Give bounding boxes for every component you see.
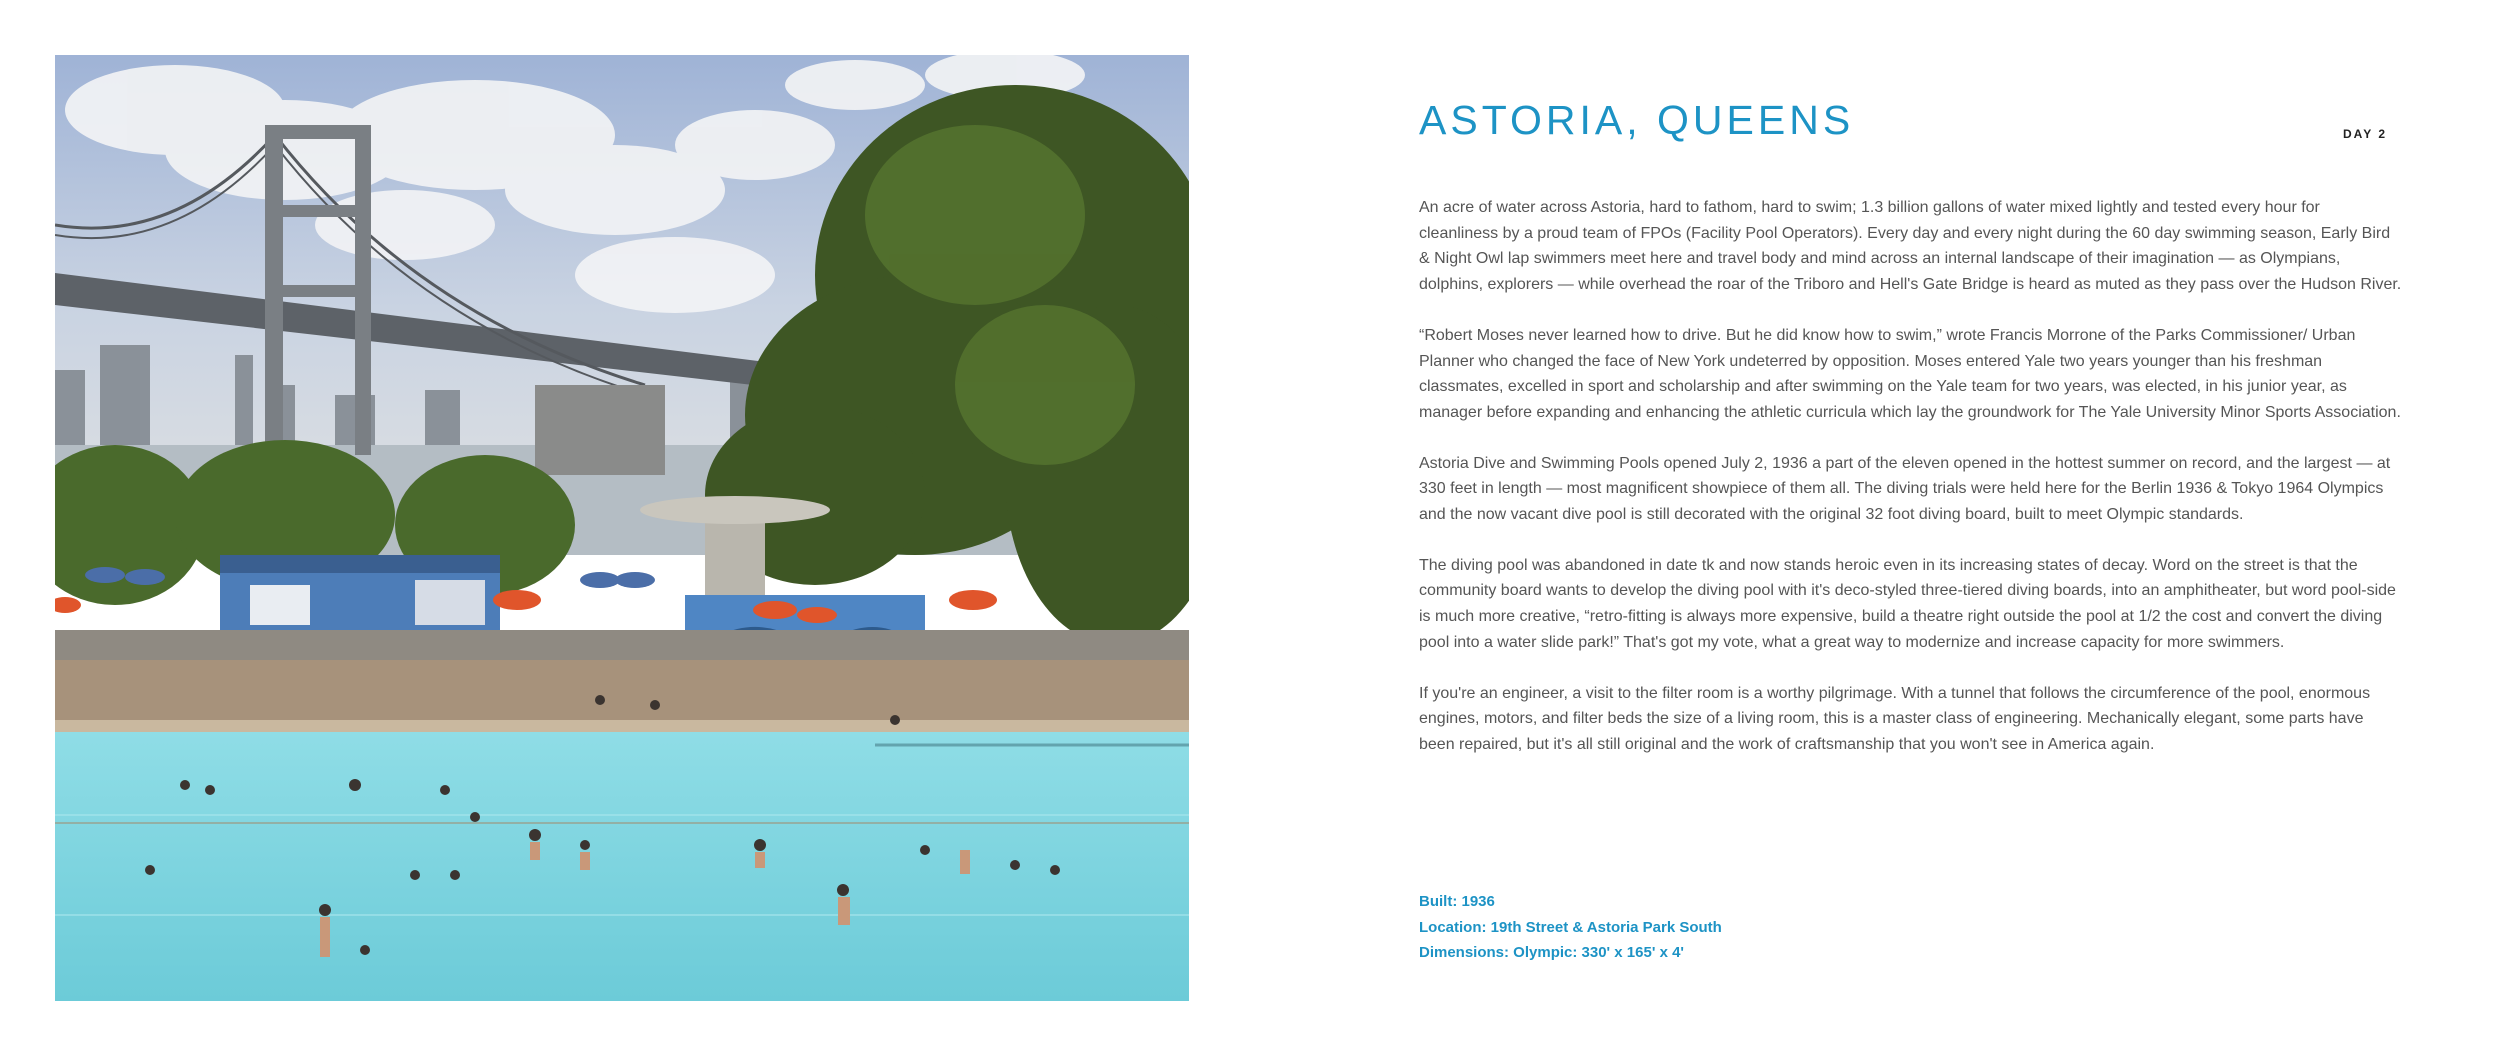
fact-dimensions: Dimensions: Olympic: 330' x 165' x 4' xyxy=(1419,944,1684,962)
pool-photo-image xyxy=(55,55,1189,1001)
article-body xyxy=(1419,195,2403,783)
paragraph-robert-moses: “Robert Moses never learned how to drive. But he did know how to swim,” wrote Francis Morrone of the Parks Commissioner/ Urban Planner who changed the face of New York undeterred by opposition. Moses entered Yale two years younger than his freshman classmates, excelled in sport and scholarship and after swimming on the Yale team for two years, was elected, in his junior year, as manager before expanding and enhancing the athletic curricula which lay the groundwork for The Yale University Minor Sports Association. xyxy=(1419,326,2401,421)
fact-location: Location: 19th Street & Astoria Park South xyxy=(1419,918,1722,936)
page-title: ASTORIA, QUEENS xyxy=(1419,97,1855,143)
paragraph-opening: Astoria Dive and Swimming Pools opened July 2, 1936 a part of the eleven opened in the hottest summer on record, and the largest — at 330 feet in length — most magnificent showpiece of them all. The diving trials were held here for the Berlin 1936 & Tokyo 1964 Olympics and the now vacant dive pool is still decorated with the original 32 foot diving board, built to meet Olympic standards. xyxy=(1419,454,2391,524)
pool-facts xyxy=(1419,889,1722,966)
paragraph-filter-room: If you're an engineer, a visit to the filter room is a worthy pilgrimage. With a tunnel that follows the circumference of the pool, enormous engines, motors, and filter beds the size of a living room, this is a master class of engineering. Mechanically elegant, some parts have been repaired, but it's all still original and the work of craftsmanship that you won't see in America again. xyxy=(1419,684,2371,753)
pool-photo xyxy=(55,55,1189,1001)
fact-built: Built: 1936 xyxy=(1419,893,1495,910)
paragraph-diving-pool: The diving pool was abandoned in date tk and now stands heroic even in its increasing states of decay. Word on the street is that the community board wants to develop the diving pool with it's deco-styled three-tiered diving boards, into an amphitheater, but word pool-side is much more creative, “retro-fitting is always more expensive, build a theatre right outside the pool at 1/2 the cost and convert the diving pool into a water slide park!” That's got my vote, what a great way to modernize and increase capacity for more swimmers. xyxy=(1419,556,2396,651)
day-label: DAY 2 xyxy=(2342,127,2387,141)
paragraph-intro: An acre of water across Astoria, hard to fathom, hard to swim; 1.3 billion gallons of water mixed lightly and tested every hour for cleanliness by a proud team of FPOs (Facility Pool Operators). Every day and every night during the 60 day swimming season, Early Bird & Night Owl lap swimmers meet here and travel body and mind across an internal landscape of their imagination — as Olympians, dolphins, explorers — while overhead the roar of the Triboro and Hell's Gate Bridge is heard as muted as they pass over the Hudson River. xyxy=(1419,199,2402,294)
